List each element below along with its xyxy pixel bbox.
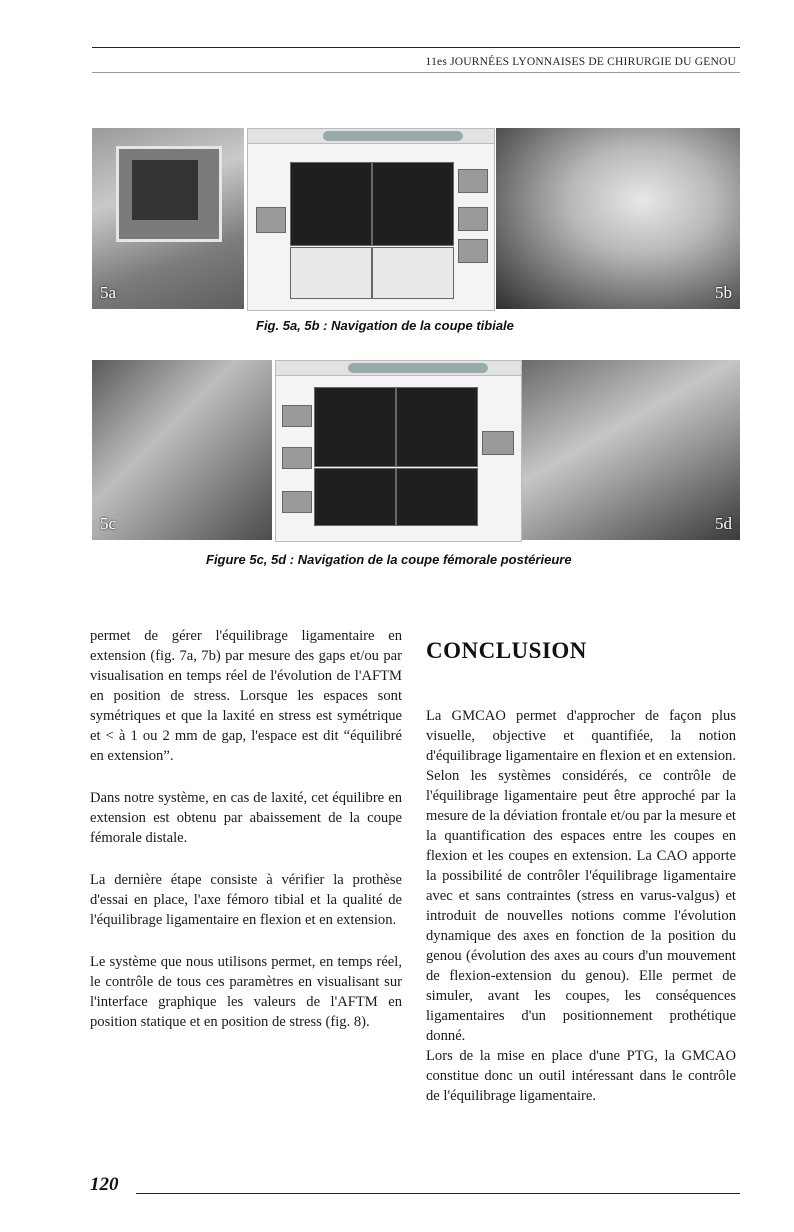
ui-button-left [256, 207, 286, 233]
ui-button-left-1 [282, 405, 312, 427]
figure-label-5b: 5b [715, 283, 732, 302]
paragraph: La GMCAO permet d'approcher de façon plus visuelle, objective et quantifiée, la notion d'équilibrage ligamentaire en flexion et en extension. Selon les systèmes considérés, ce contrôle de l'équilibrage ligamentaire peut être approché par la mesure de la déviation frontale et/ou par la mesure et la quantification des espaces entre les coupes en flexion et les coupes en extension. La CAO apporte la possibilité de contrôler l'équilibrage ligamentaire avec et sans contraintes (stress en varus-valgus) et introduit de nouvelles notions comme l'évolution dynamique des axes en fonction de la position du genou (évolution des axes au cours d'un mouvement de flexion-extension du genou). Elle permet de simuler, avant les coupes, les conséquences ligamentaires d'un positionnement prothétique donné. [426, 708, 736, 1044]
ui-view-1 [314, 387, 396, 467]
right-column [426, 706, 736, 1128]
running-header: 11es JOURNÉES LYONNAISES DE CHIRURGIE DU GENOU [425, 56, 736, 68]
page-number: 120 [90, 1174, 119, 1195]
figure-caption-5ab: Fig. 5a, 5b : Navigation de la coupe tibiale [256, 318, 514, 333]
photo-5d [522, 360, 740, 540]
ui-view-2 [396, 387, 478, 467]
ui-view-2 [372, 162, 454, 246]
ui-button-left-3 [282, 491, 312, 513]
paragraph: La dernière étape consiste à vérifier la prothèse d'essai en place, l'axe fémoro tibial et la qualité de l'équilibrage ligamentaire en flexion et en extension. [90, 872, 402, 928]
ui-button-right-1 [482, 431, 514, 455]
figure-caption-5cd: Figure 5c, 5d : Navigation de la coupe fémorale postérieure [206, 552, 572, 567]
ui-view-3 [290, 247, 372, 299]
header-rule-bottom [92, 72, 740, 73]
ui-button-right-1 [458, 169, 488, 193]
navigation-screen-5ab [247, 128, 495, 311]
ui-view-1 [290, 162, 372, 246]
ui-view-4 [396, 468, 478, 526]
monitor-screen [132, 160, 198, 220]
footer-rule [136, 1193, 740, 1194]
ui-button-right-2 [458, 207, 488, 231]
photo-5c [92, 360, 272, 540]
ui-tab-pill [323, 131, 463, 141]
ui-button-right-3 [458, 239, 488, 263]
paragraph: Le système que nous utilisons permet, en temps réel, le contrôle de tous ces paramètres en visualisant sur l'interface graphique les valeurs de l'AFTM en position statique et en position de stress (fig. 8). [90, 954, 402, 1030]
navigation-screen-5cd [275, 360, 522, 542]
ui-button-left-2 [282, 447, 312, 469]
photo-5b [496, 128, 740, 309]
ui-view-4 [372, 247, 454, 299]
figure-label-5c: 5c [100, 514, 117, 533]
paragraph: permet de gérer l'équilibrage ligamentaire en extension (fig. 7a, 7b) par mesure des gaps et/ou par visualisation en temps réel de l'évolution de l'AFTM en position de stress. Lorsque les espaces sont symétriques et que la laxité en stress est symétrique et < à 1 ou 2 mm de gap, l'espace est dit “équilibré en extension”. [90, 628, 402, 764]
figure-label-5d: 5d [715, 514, 732, 533]
header-rule-top [92, 47, 740, 48]
figure-label-5a: 5a [100, 283, 117, 302]
section-heading-conclusion: CONCLUSION [426, 638, 587, 663]
left-column [90, 626, 402, 1054]
paragraph: Dans notre système, en cas de laxité, cet équilibre en extension est obtenu par abaissement de la coupe fémorale distale. [90, 790, 402, 846]
ui-view-3 [314, 468, 396, 526]
ui-tab-pill [348, 363, 488, 373]
paragraph: Lors de la mise en place d'une PTG, la GMCAO constitue donc un outil intéressant dans le contrôle de l'équilibrage ligamentaire. [426, 1048, 736, 1104]
photo-5a [92, 128, 244, 309]
